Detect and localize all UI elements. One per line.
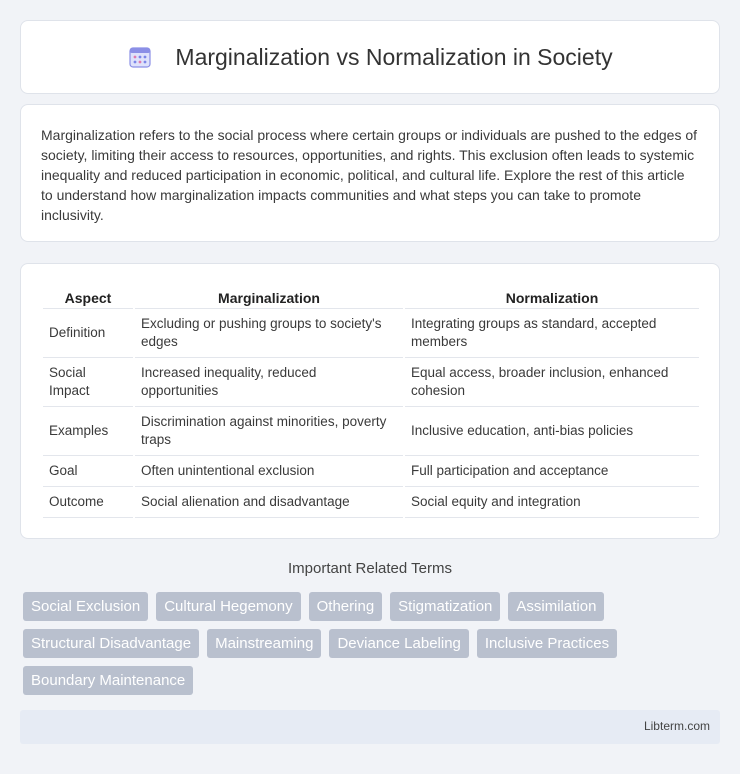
related-term-tag[interactable]: Assimilation <box>508 592 604 621</box>
cell-normalization: Integrating groups as standard, accepted members <box>405 309 699 358</box>
footer-site-link[interactable]: Libterm.com <box>643 719 710 733</box>
comparison-table-card <box>20 263 720 539</box>
related-terms-list <box>23 592 723 695</box>
cell-marginalization: Excluding or pushing groups to society's edges <box>135 309 403 358</box>
table-row <box>43 309 699 358</box>
header-normalization: Normalization <box>405 284 699 309</box>
cell-normalization: Inclusive education, anti-bias policies <box>405 407 699 456</box>
title-card <box>20 20 720 94</box>
table-row <box>43 456 699 487</box>
related-term-tag[interactable]: Stigmatization <box>390 592 500 621</box>
cell-aspect: Outcome <box>43 487 133 518</box>
cell-marginalization: Social alienation and disadvantage <box>135 487 403 518</box>
related-term-tag[interactable]: Boundary Maintenance <box>23 666 193 695</box>
cell-aspect: Social Impact <box>43 358 133 407</box>
header-marginalization: Marginalization <box>135 284 403 309</box>
page-title: Marginalization vs Normalization in Society <box>175 43 613 70</box>
intro-card <box>20 104 720 242</box>
table-header-row <box>43 284 699 309</box>
cell-aspect: Definition <box>43 309 133 358</box>
related-term-tag[interactable]: Othering <box>309 592 383 621</box>
cell-aspect: Goal <box>43 456 133 487</box>
related-term-tag[interactable]: Cultural Hegemony <box>156 592 300 621</box>
table-row <box>43 487 699 518</box>
cell-aspect: Examples <box>43 407 133 456</box>
table-row <box>43 358 699 407</box>
related-term-tag[interactable]: Deviance Labeling <box>329 629 468 658</box>
cell-marginalization: Increased inequality, reduced opportunities <box>135 358 403 407</box>
cell-normalization: Equal access, broader inclusion, enhanced cohesion <box>405 358 699 407</box>
calendar-grid-icon <box>127 44 153 70</box>
table-row <box>43 407 699 456</box>
related-term-tag[interactable]: Social Exclusion <box>23 592 148 621</box>
cell-marginalization: Often unintentional exclusion <box>135 456 403 487</box>
related-term-tag[interactable]: Structural Disadvantage <box>23 629 199 658</box>
cell-normalization: Social equity and integration <box>405 487 699 518</box>
related-term-tag[interactable]: Inclusive Practices <box>477 629 617 658</box>
header-aspect: Aspect <box>43 284 133 309</box>
comparison-table <box>41 284 701 518</box>
related-term-tag[interactable]: Mainstreaming <box>207 629 321 658</box>
cell-normalization: Full participation and acceptance <box>405 456 699 487</box>
footer <box>20 710 720 744</box>
cell-marginalization: Discrimination against minorities, poverty traps <box>135 407 403 456</box>
intro-text: Marginalization refers to the social process where certain groups or individuals are pushed to the edges of society, limiting their access to resources, opportunities, and rights. This exclusion often leads to systemic inequality and reduced participation in economic, political, and cultural life. Explore the rest of this article to understand how marginalization impacts communities and what steps you can take to promote inclusivity. <box>41 127 698 223</box>
related-terms-title: Important Related Terms <box>288 560 452 577</box>
